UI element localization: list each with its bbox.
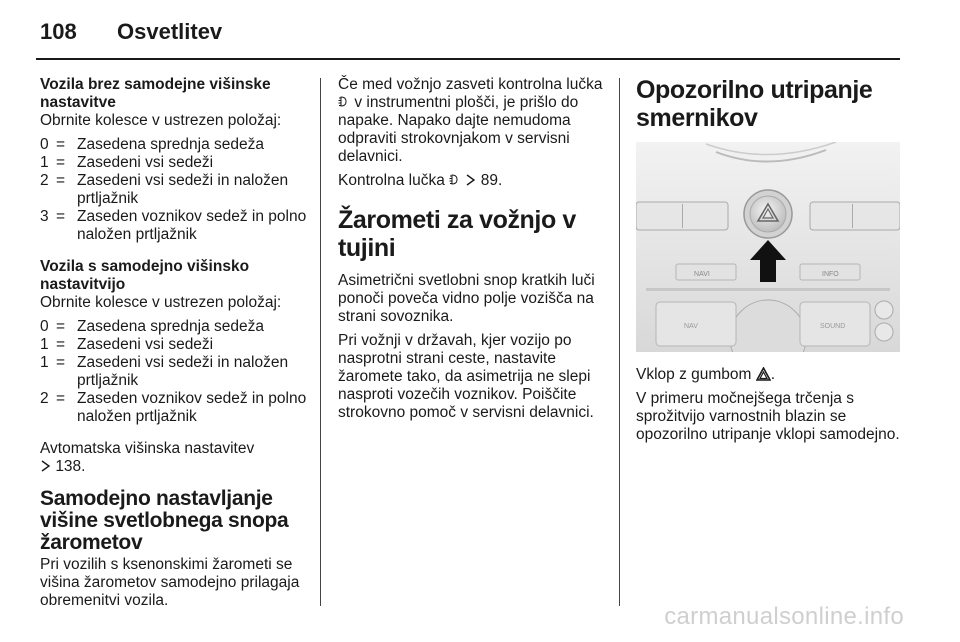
list-text: Zasedeni vsi sedeži	[77, 336, 214, 353]
list-text: Zasedeni vsi sedeži in naložen prtljažnik	[77, 172, 289, 207]
abroad-heading: Žarometi za vožnjo v tujini	[338, 206, 576, 262]
list-text: Zasedeni vsi sedeži in naložen prtljažnik	[77, 354, 289, 389]
list-key: 3	[40, 208, 49, 225]
list-sep: =	[56, 172, 66, 189]
lamp-ref-label: Kontrolna lučka	[338, 172, 445, 189]
list-item	[40, 172, 308, 208]
list-key: 1	[40, 354, 49, 371]
page-number: 108	[40, 19, 77, 44]
list-key: 0	[40, 318, 49, 335]
auto-hazard-text: V primeru močnejšega trčenja s sprožitvijo varnostnih blazin se opozorilno utripanje vklopi samodejno.	[636, 390, 900, 443]
list-item	[40, 354, 308, 390]
header-rule	[36, 58, 900, 60]
auto-adjust-text: Avtomatska višinska nastavitev	[40, 440, 255, 457]
manual-leveling-heading: Vozila brez samodejne višinske nastavitve	[40, 76, 271, 111]
auto-adjust-paragraph	[40, 440, 308, 476]
hazard-button-photo	[636, 142, 900, 352]
warning-text-2: v instrumentni plošči, je prišlo do napake. Napako dajte nemudoma odpraviti strokovnjakom v servisni delavnici.	[338, 94, 579, 165]
list-text: Zasedeni vsi sedeži	[77, 154, 214, 171]
warning-text-1: Če med vožnjo zasveti kontrolna lučka	[338, 76, 603, 93]
list-text: Zasedena sprednja sedeža	[77, 318, 264, 335]
column-1	[40, 76, 308, 616]
switch-period: .	[770, 366, 776, 383]
list-text: Zasedena sprednja sedeža	[77, 136, 264, 153]
headlight-warning-icon	[338, 95, 350, 108]
list-item	[40, 390, 308, 426]
photo-label-nav: NAV	[684, 323, 698, 330]
lamp-ref-page[interactable]: 89.	[480, 172, 503, 189]
list-sep: =	[56, 208, 66, 225]
switch-paragraph	[636, 366, 904, 384]
list-sep: =	[56, 154, 66, 171]
hazard-heading: Opozorilno utripanje smernikov	[636, 76, 873, 132]
watermark: carmanualsonline.info	[664, 603, 904, 630]
list-text: Zaseden voznikov sedež in polno naložen prtljažnik	[77, 208, 307, 243]
list-key: 0	[40, 136, 49, 153]
column-divider-2	[619, 78, 620, 606]
list-key: 1	[40, 336, 49, 353]
auto-adjust-ref[interactable]: 138.	[55, 458, 86, 475]
auto-leveling-intro: Obrnite kolesce v ustrezen položaj:	[40, 294, 282, 311]
page-reference-icon	[40, 460, 51, 472]
abroad-text-1: Asimetrični svetlobni snop kratkih luči ponoči poveča vidno polje voziščа na strani sovoznika.	[338, 272, 595, 325]
list-item	[40, 336, 308, 354]
section-title: Osvetlitev	[117, 19, 223, 44]
list-sep: =	[56, 318, 66, 335]
list-item	[40, 154, 308, 172]
warning-paragraph	[338, 76, 606, 166]
manual-leveling-intro: Obrnite kolesce v ustrezen položaj:	[40, 112, 282, 129]
abroad-text-2: Pri vožnji v državah, kjer vozijo po nasprotni strani ceste, nastavite žaromete tako, da asimetrija ne slepi nasproti vozečih voznikov. Poiščite strokovno pomoč v servisni delavnici.	[338, 332, 594, 421]
leveling-text: Pri vozilih s ksenonskimi žarometi se višina žarometov samodejno prilagaja obremenitvi vozila.	[40, 556, 300, 609]
list-key: 2	[40, 390, 49, 407]
lamp-reference	[338, 172, 606, 190]
switch-text: Vklop z gumbom	[636, 366, 752, 383]
headlight-warning-icon	[449, 173, 461, 186]
photo-label-navi: NAVI	[694, 271, 710, 278]
list-sep: =	[56, 336, 66, 353]
auto-leveling-list	[40, 318, 308, 426]
list-key: 1	[40, 154, 49, 171]
leveling-heading: Samodejno nastavljanje višine svetlobnega snopa žarometov	[40, 487, 289, 554]
list-item	[40, 136, 308, 154]
auto-leveling-heading: Vozila s samodejno višinsko nastavitvijo	[40, 258, 250, 293]
column-3	[636, 76, 904, 450]
list-item	[40, 318, 308, 336]
page-reference-icon	[465, 174, 476, 186]
column-2	[338, 76, 606, 428]
list-sep: =	[56, 354, 66, 371]
hazard-warning-icon	[756, 367, 771, 381]
list-text: Zaseden voznikov sedež in polno naložen prtljažnik	[77, 390, 307, 425]
list-sep: =	[56, 390, 66, 407]
list-key: 2	[40, 172, 49, 189]
list-item	[40, 208, 308, 244]
column-divider-1	[320, 78, 321, 606]
list-sep: =	[56, 136, 66, 153]
photo-label-sound: SOUND	[820, 323, 846, 330]
photo-label-info: INFO	[822, 271, 839, 278]
manual-leveling-list	[40, 136, 308, 244]
